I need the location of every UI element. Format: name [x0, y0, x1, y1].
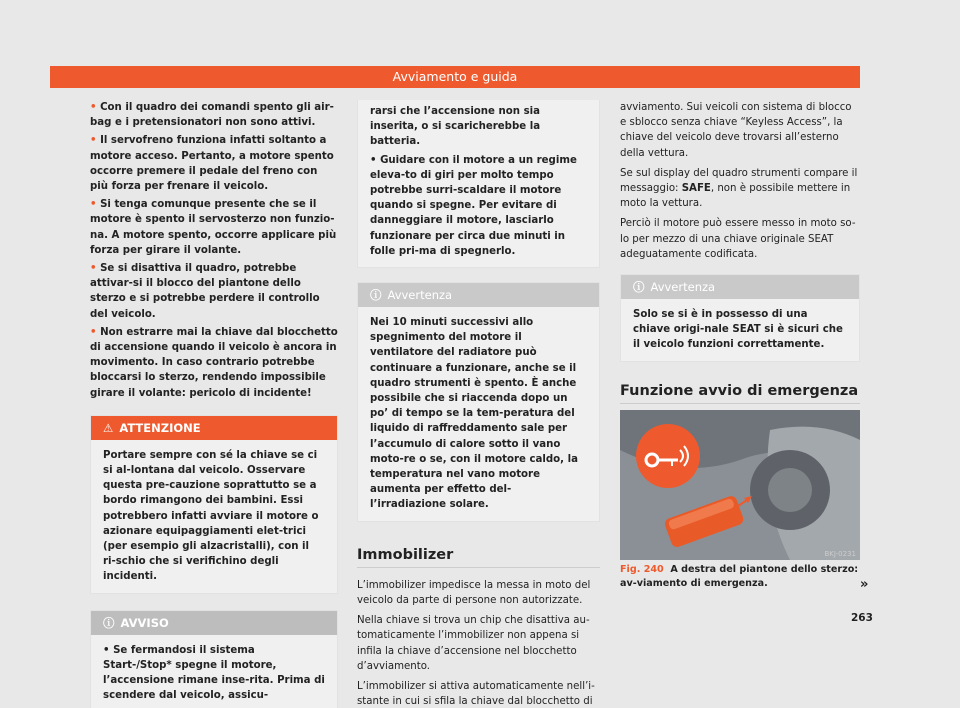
info-icon: ⓘ [633, 280, 645, 295]
warning-header [91, 416, 337, 440]
bullet-icon: • [103, 644, 114, 656]
bullet-text: Guidare con il motore a un regime eleva-to di giri per molto tempo potrebbe surri-scaldare il motore quando si spegne. Per evitare di danneggiare il motore, lasciarlo funzionare per circa due minuti in folle pri-ma di spegnerlo. [370, 154, 577, 257]
figure-illustration [620, 410, 860, 560]
list-item [90, 100, 338, 130]
bullet-text: Con il quadro dei comandi spento gli air-bag e i pretensionatori non sono attivi. [90, 102, 334, 129]
column-1 [90, 100, 338, 708]
note-box [620, 274, 860, 362]
avviso-text: Se fermandosi il sistema Start-/Stop* spegne il motore, l’accensione rimane inse-rita. Prima di scendere dal veicolo, assicu- [103, 644, 325, 702]
column-2 [357, 100, 600, 708]
note-text: Nei 10 minuti successivi allo spegnimento del motore il ventilatore del radiatore può continuare a funzionare, anche se il quadro strumenti è spento. È anche possibile che si riaccenda dopo un po’ di tempo se la tem-peratura del liquido di raffreddamento sale per l’accumulo di calore sotto il vano moto-re o se, con il motore caldo, la temperatura nel vano motore aumenta per effetto del-l’irradiazione solare. [370, 317, 578, 511]
note-header [621, 275, 859, 299]
note-title: Avvertenza [387, 288, 453, 303]
avviso-continued-text: rarsi che l’accensione non sia inserita, o si scaricherebbe la batteria. [370, 106, 541, 148]
section-heading: Funzione avvio di emergenza [620, 384, 860, 404]
info-circle-icon: ⓘ [103, 615, 115, 630]
paragraph: Perciò il motore può essere messo in moto so-lo per mezzo di una chiave originale SEAT adeguatamente codificata. [620, 218, 856, 260]
paragraph [620, 166, 860, 212]
paragraph: Nella chiave si trova un chip che disattiva au-tomaticamente l’immobilizer non appena si infila la chiave d’accensione nel blocchetto d’avviamento. [357, 615, 590, 672]
bullet-icon: • [370, 154, 381, 166]
warning-text: Portare sempre con sé la chiave se ci si al-lontana dal veicolo. Osservare questa pre-cauzione soprattutto se a bordo rimangono dei bambini. Essi potrebbero infatti avviare il motore o azionare equipaggiamenti elet-trici (per esempio gli alzacristalli), con il ri-schio che si verifichino degli incidenti. [103, 449, 319, 583]
list-item [90, 197, 338, 258]
key-signal-icon [636, 424, 700, 488]
figure-emergency-start [620, 410, 860, 560]
paragraph: avviamento. Sui veicoli con sistema di blocco e sblocco senza chiave “Keyless Access”, la chiave del veicolo deve trovarsi all’esterno della vettura. [620, 102, 852, 159]
bullet-text: Non estrarre mai la chiave dal blocchetto di accensione quando il veicolo è ancora in movimento. In caso contrario potrebbe bloccarsi lo sterzo, rendendo impossibile girare il volante: pericolo di incidente! [90, 326, 338, 399]
bullet-text: Il servofreno funziona infatti soltanto a motore acceso. Pertanto, a motore spento occorre premere il pedale del freno con più forza per frenare il veicolo. [90, 135, 334, 193]
bullet-icon: • [90, 199, 101, 211]
list-item [370, 153, 587, 259]
avviso-body [91, 635, 337, 708]
avviso-title: AVVISO [120, 615, 169, 630]
page-header: Avviamento e guida [50, 66, 860, 88]
continue-arrow: » [860, 577, 869, 592]
note-text: Solo se si è in possesso di una chiave origi-nale SEAT si è sicuri che il veicolo funzioni correttamente. [633, 309, 843, 351]
info-icon: ⓘ [370, 288, 382, 303]
page-number: 263 [851, 612, 873, 624]
warning-box [90, 415, 338, 594]
bullet-icon: • [90, 263, 101, 275]
avviso-continued-body [358, 100, 599, 267]
warning-triangle-icon: ⚠ [103, 420, 114, 435]
note-header [358, 283, 599, 307]
avviso-header [91, 611, 337, 635]
bullet-icon: • [90, 135, 101, 147]
safe-message: SAFE [681, 183, 711, 195]
note-box [357, 282, 600, 522]
paragraph: L’immobilizer si attiva automaticamente nell’i-stante in cui si sfila la chiave dal blocchetto di [357, 681, 595, 708]
bullet-icon: • [90, 326, 101, 338]
list-item [90, 325, 338, 401]
bullet-icon: • [90, 102, 101, 113]
list-item [90, 133, 338, 194]
column-3 [620, 100, 860, 414]
note-title: Avvertenza [650, 280, 716, 295]
figure-code: BKJ-0231 [824, 550, 856, 558]
list-item [90, 261, 338, 322]
paragraph-text: Se sul display del quadro strumenti compare il messaggio: [620, 167, 858, 195]
figure-caption-text: A destra del piantone dello sterzo: av-viamento di emergenza. [620, 564, 859, 589]
bullet-text: Se si disattiva il quadro, potrebbe attivar-si il blocco del piantone dello sterzo e si potrebbe perdere il controllo del veicolo. [90, 263, 320, 320]
paragraph: L’immobilizer impedisce la messa in moto del veicolo da parte di persone non autorizzate. [357, 579, 591, 607]
figure-number: Fig. 240 [620, 564, 664, 575]
bullet-text: Si tenga comunque presente che se il motore è spento il servosterzo non funzio-na. A motore spento, occorre applicare più forza per girare il volante. [90, 199, 337, 256]
paragraph-text: , non è possibile mettere in moto la vettura. [620, 183, 851, 210]
avviso-box-continued [357, 100, 600, 268]
warning-title: ATTENZIONE [119, 420, 201, 435]
avviso-box [90, 610, 338, 708]
figure-caption [620, 563, 860, 591]
section-heading: Immobilizer [357, 548, 600, 568]
